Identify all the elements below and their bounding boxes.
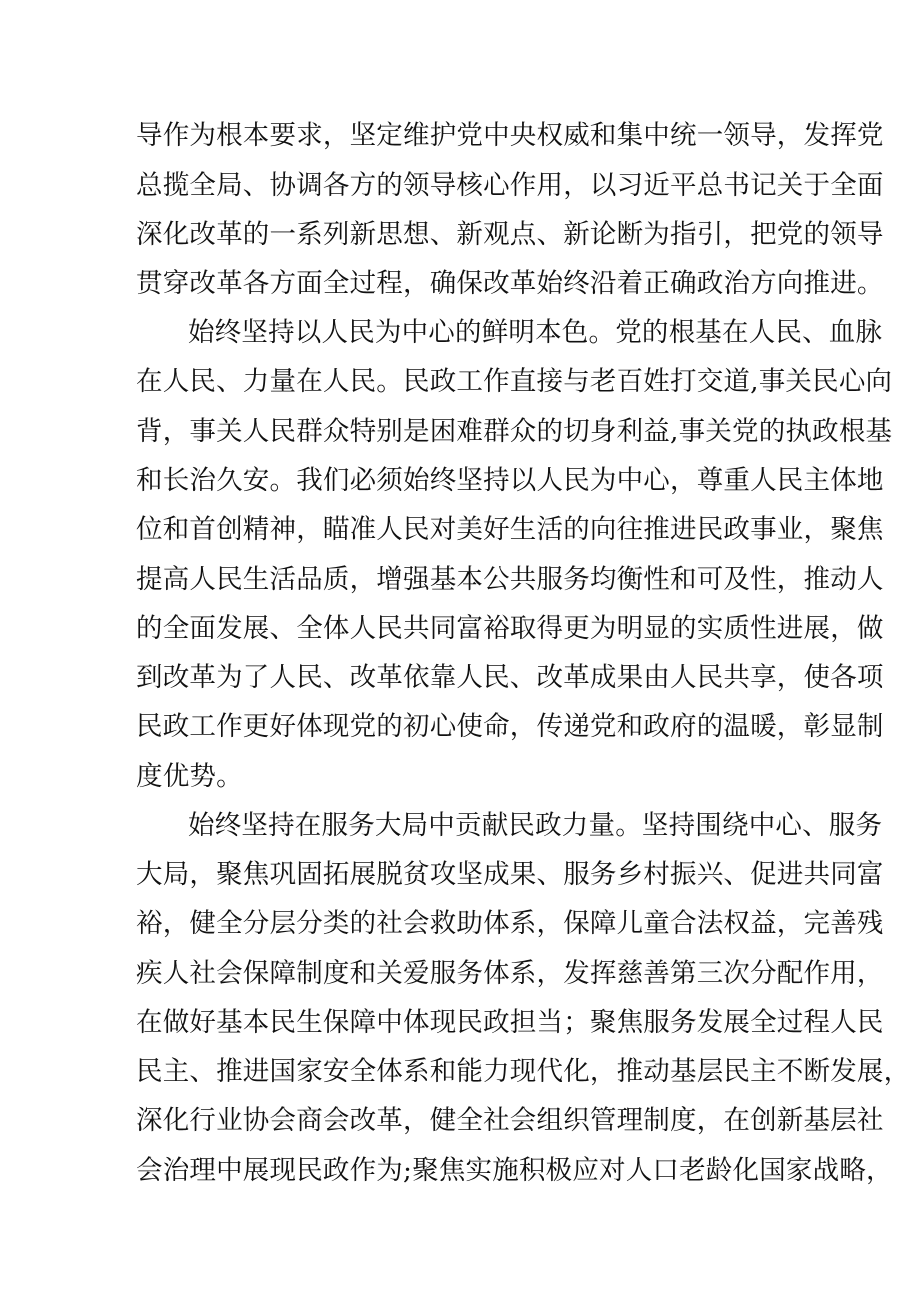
paragraph-2-line-10: 度优势。 xyxy=(136,761,243,792)
paragraph-1-line-3: 深化改革的一系列新思想、新观点、新论断为指引，把党的领导 xyxy=(136,219,884,250)
paragraph-3-line-4: 疾人社会保障制度和关爱服务体系，发挥慈善第三次分配作用， xyxy=(136,958,884,989)
paragraph-2-line-6: 提高人民生活品质，增强基本公共服务均衡性和可及性，推动人 xyxy=(136,564,884,595)
paragraph-3-line-8: 会治理中展现民政作为;聚焦实施积极应对人口老龄化国家战略， xyxy=(136,1155,893,1186)
paragraph-1-line-1: 导作为根本要求，坚定维护党中央权威和集中统一领导，发挥党 xyxy=(136,120,884,151)
paragraph-3-line-3: 裕，健全分层分类的社会救助体系，保障儿童合法权益，完善残 xyxy=(136,908,884,939)
paragraph-3-line-6: 民主、推进国家安全体系和能力现代化，推动基层民主不断发展， xyxy=(136,1056,911,1087)
paragraph-2-line-2: 在人民、力量在人民。民政工作直接与老百姓打交道,事关民心向 xyxy=(136,366,893,397)
paragraph-1-line-4: 贯穿改革各方面全过程，确保改革始终沿着正确政治方向推进。 xyxy=(136,268,884,299)
paragraph-2-line-1: 始终坚持以人民为中心的鲜明本色。党的根基在人民、血脉 xyxy=(188,317,883,348)
paragraph-3-line-2: 大局，聚焦巩固拓展脱贫攻坚成果、服务乡村振兴、促进共同富 xyxy=(136,859,884,890)
paragraph-2-line-3: 背，事关人民群众特别是困难群众的切身利益,事关党的执政根基 xyxy=(136,416,893,447)
paragraph-2-line-9: 民政工作更好体现党的初心使命，传递党和政府的温暖，彰显制 xyxy=(136,711,884,742)
paragraph-2-line-4: 和长治久安。我们必须始终坚持以人民为中心，尊重人民主体地 xyxy=(136,465,884,496)
paragraph-1-line-2: 总揽全局、协调各方的领导核心作用，以习近平总书记关于全面 xyxy=(136,170,884,201)
paragraph-3-line-7: 深化行业协会商会改革，健全社会组织管理制度，在创新基层社 xyxy=(136,1105,884,1136)
paragraph-3-line-5: 在做好基本民生保障中体现民政担当；聚焦服务发展全过程人民 xyxy=(136,1007,884,1038)
paragraph-2-line-7: 的全面发展、全体人民共同富裕取得更为明显的实质性进展，做 xyxy=(136,613,884,644)
paragraph-3-line-1: 始终坚持在服务大局中贡献民政力量。坚持围绕中心、服务 xyxy=(188,810,883,841)
paragraph-2-line-5: 位和首创精神，瞄准人民对美好生活的向往推进民政事业，聚焦 xyxy=(136,514,884,545)
paragraph-2-line-8: 到改革为了人民、改革依靠人民、改革成果由人民共享，使各项 xyxy=(136,662,884,693)
